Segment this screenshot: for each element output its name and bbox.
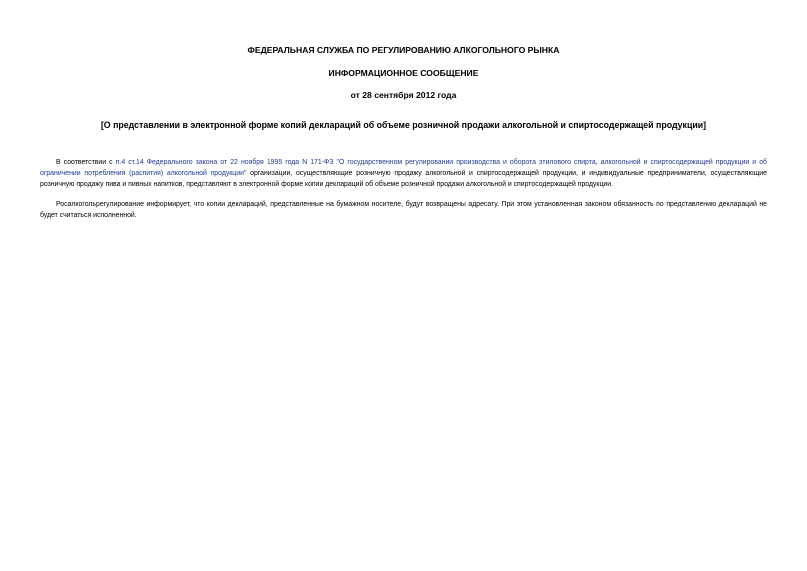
paragraph-1 xyxy=(40,157,767,190)
document-type: ИНФОРМАЦИОННОЕ СООБЩЕНИЕ xyxy=(328,68,479,78)
document-subject: [О представлении в электронной форме копий деклараций об объеме розничной продажи алкогольной и спиртосодержащей продукции] xyxy=(100,120,707,130)
agency-title: ФЕДЕРАЛЬНАЯ СЛУЖБА ПО РЕГУЛИРОВАНИЮ АЛКОГОЛЬНОГО РЫНКА xyxy=(247,45,560,55)
paragraph-1-prefix: В соответствии с xyxy=(56,158,116,166)
law-reference-link[interactable]: п.4 ст.14 Федерального закона от 22 ноября 1995 года N 171-ФЗ "О государственном регулировании производства и оборота этилового спирта, алкогольной и спиртосодержащей продукции и об ограничении потребления (распития) алкогольной продукции" xyxy=(40,158,767,177)
paragraph-1-suffix: организации, осуществляющие розничную продажу алкогольной и спиртосодержащей продукции, и индивидуальные предприниматели, осуществляющие розничную продажу пива и пивных напитков, представляют в электронной форме копии деклараций об объеме розничной продажи алкогольной и спиртосодержащей продукции. xyxy=(40,169,767,188)
document-date: от 28 сентября 2012 года xyxy=(350,90,457,100)
paragraph-2: Росалкогольрегулирование информирует, что копии деклараций, представленные на бумажном носителе, будут возвращены адресату. При этом установленная законом обязанность по представлению деклараций не будет считаться исполненной. xyxy=(40,200,767,219)
